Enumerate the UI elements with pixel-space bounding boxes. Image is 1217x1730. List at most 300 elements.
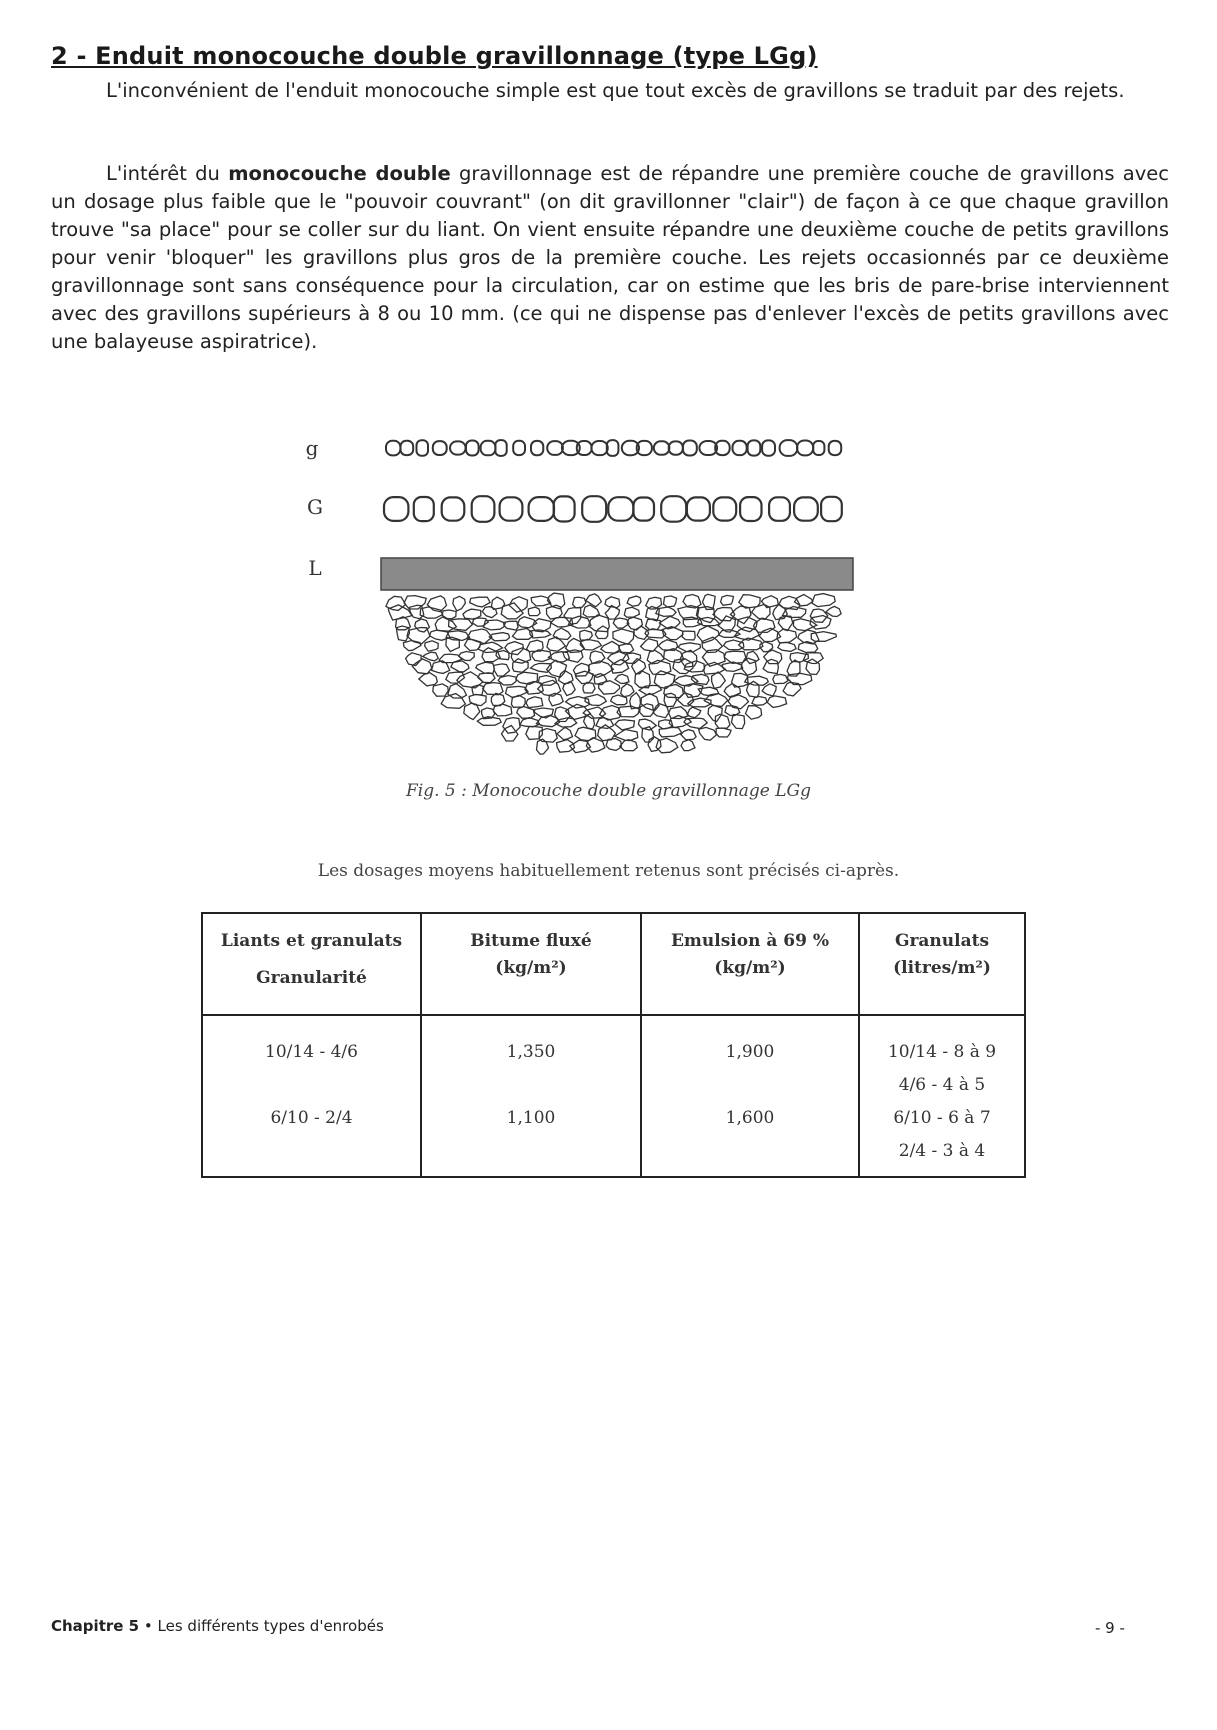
- support-aggregate: [532, 619, 551, 632]
- support-aggregate: [724, 640, 744, 650]
- support-aggregate: [658, 640, 677, 651]
- support-aggregate: [732, 673, 749, 687]
- support-aggregate: [563, 682, 575, 696]
- small-chipping: [829, 441, 842, 455]
- support-aggregate: [473, 618, 489, 626]
- support-aggregate: [548, 593, 565, 609]
- support-aggregate: [430, 630, 450, 640]
- support-aggregate: [669, 707, 689, 719]
- support-aggregate: [627, 617, 642, 630]
- support-aggregate: [388, 605, 412, 620]
- support-aggregate: [583, 682, 595, 693]
- support-aggregate: [798, 630, 819, 644]
- support-aggregate: [538, 676, 556, 686]
- support-aggregate: [645, 629, 666, 638]
- support-aggregate: [654, 671, 675, 689]
- support-aggregate: [566, 697, 590, 709]
- support-aggregate: [627, 596, 641, 606]
- support-aggregate: [583, 707, 605, 718]
- support-aggregate: [787, 660, 800, 676]
- support-aggregate: [439, 654, 462, 663]
- cell-value: 1,900: [725, 1042, 775, 1062]
- small-chipping: [417, 440, 429, 456]
- support-aggregate: [611, 695, 627, 705]
- support-aggregate: [598, 725, 616, 741]
- support-aggregate: [513, 659, 529, 673]
- footer-page-number: - 9 -: [1095, 1619, 1125, 1637]
- support-aggregate: [622, 653, 640, 663]
- support-aggregate: [551, 617, 573, 627]
- support-aggregate: [511, 648, 530, 663]
- support-aggregate: [730, 606, 751, 624]
- support-aggregate: [580, 639, 601, 650]
- paragraph-double-layer: [51, 160, 1169, 356]
- support-aggregate: [432, 661, 450, 674]
- support-aggregate: [566, 638, 585, 652]
- support-aggregate: [659, 720, 673, 729]
- support-aggregate: [681, 730, 696, 740]
- support-aggregate: [566, 704, 591, 719]
- support-aggregate: [482, 607, 497, 618]
- support-aggregate: [563, 650, 583, 662]
- large-chipping: [442, 497, 465, 520]
- support-aggregate: [762, 684, 776, 696]
- support-aggregate: [787, 673, 811, 684]
- support-aggregate: [739, 595, 760, 608]
- small-chipping: [654, 441, 670, 454]
- support-aggregate: [795, 595, 813, 606]
- support-aggregate: [423, 652, 439, 661]
- large-chipping: [554, 496, 575, 521]
- support-aggregate: [448, 684, 467, 698]
- support-aggregate: [759, 628, 780, 641]
- cell-granularite: [202, 1015, 421, 1177]
- support-aggregate: [559, 670, 574, 683]
- small-chipping: [401, 441, 414, 455]
- large-chipping: [740, 497, 761, 521]
- support-aggregate: [605, 597, 620, 608]
- paragraph-drawback: L'inconvénient de l'enduit monocouche simple est que tout excès de gravillons se traduit par des rejets.: [106, 79, 1125, 102]
- table-header-row: [202, 913, 1025, 1015]
- small-chipping: [669, 441, 683, 454]
- support-aggregate: [530, 630, 551, 638]
- support-aggregate: [812, 594, 835, 607]
- support-aggregate: [547, 605, 563, 619]
- support-aggregate: [531, 663, 552, 672]
- support-aggregate: [688, 698, 711, 707]
- support-aggregate: [472, 685, 484, 695]
- support-aggregate: [683, 617, 702, 627]
- support-aggregate: [590, 651, 605, 664]
- support-aggregate: [557, 740, 575, 753]
- support-aggregate: [754, 618, 775, 632]
- support-aggregate: [783, 607, 806, 618]
- support-aggregate: [760, 642, 773, 652]
- support-aggregate: [492, 597, 505, 609]
- support-aggregate: [526, 726, 543, 739]
- label-binder: L: [308, 556, 322, 580]
- support-aggregate: [783, 682, 801, 696]
- header-text: Granulats: [894, 931, 990, 951]
- support-aggregate: [532, 650, 551, 662]
- support-aggregate: [605, 606, 619, 620]
- support-aggregate: [649, 660, 671, 674]
- support-aggregate: [512, 629, 532, 640]
- small-chipping: [481, 441, 496, 456]
- label-small-chippings: g: [305, 436, 319, 460]
- header-emulsion: [641, 913, 859, 1015]
- support-aggregate: [580, 630, 593, 640]
- support-aggregate: [826, 606, 841, 616]
- support-aggregate: [764, 650, 782, 664]
- support-aggregate: [476, 662, 495, 673]
- support-aggregate: [683, 595, 701, 609]
- support-aggregate: [453, 596, 465, 611]
- support-aggregate: [573, 597, 586, 608]
- cell-value: 4/6 - 4 à 5: [898, 1075, 986, 1095]
- header-text: (kg/m²): [714, 958, 786, 978]
- support-aggregate: [547, 637, 566, 651]
- header-text: (kg/m²): [495, 958, 567, 978]
- support-aggregate: [698, 687, 719, 696]
- small-chipping: [562, 441, 580, 455]
- support-aggregate: [747, 681, 760, 697]
- support-aggregate: [446, 637, 459, 651]
- support-aggregate: [798, 642, 817, 653]
- support-aggregate: [425, 641, 439, 651]
- support-aggregate: [746, 706, 762, 720]
- support-aggregate: [702, 637, 722, 652]
- support-aggregate: [386, 596, 406, 610]
- support-aggregate: [557, 727, 572, 739]
- support-aggregate: [704, 662, 726, 674]
- support-aggregate: [613, 618, 629, 628]
- support-aggregate: [684, 684, 703, 698]
- page-title: 2 - Enduit monocouche double gravillonnage (type LGg): [51, 42, 818, 70]
- support-aggregate: [660, 616, 681, 629]
- support-aggregate: [746, 651, 759, 663]
- support-aggregate: [467, 629, 492, 644]
- paragraph-bold-term: monocouche double: [228, 162, 451, 185]
- support-aggregate: [691, 674, 709, 684]
- support-aggregate: [585, 694, 606, 705]
- support-aggregate: [664, 685, 684, 698]
- support-aggregate: [478, 673, 495, 683]
- support-aggregate: [555, 707, 570, 722]
- support-aggregate: [646, 597, 662, 609]
- support-aggregate: [549, 693, 563, 706]
- support-aggregate: [678, 643, 700, 652]
- support-aggregate: [719, 630, 741, 638]
- large-chipping: [821, 497, 842, 521]
- footer-chapter: [51, 1617, 384, 1635]
- support-aggregate: [642, 727, 654, 743]
- support-aggregate: [762, 596, 779, 608]
- support-aggregate: [493, 704, 511, 716]
- small-chipping: [531, 441, 543, 455]
- support-aggregate: [721, 595, 734, 605]
- cell-granulats: [859, 1015, 1025, 1177]
- support-aggregate: [731, 715, 744, 729]
- cell-value: 1,600: [725, 1108, 775, 1128]
- large-chipping: [794, 497, 818, 520]
- support-aggregate: [662, 627, 683, 640]
- support-aggregate: [511, 695, 525, 707]
- small-chipping: [591, 441, 607, 455]
- support-aggregate: [712, 672, 726, 689]
- support-aggregate: [653, 704, 669, 718]
- support-aggregate: [446, 672, 465, 683]
- label-large-chippings: G: [307, 495, 323, 519]
- header-liants-granulats: [202, 913, 421, 1015]
- support-aggregate: [517, 707, 535, 719]
- footer-chapter-title: Les différents types d'enrobés: [157, 1617, 384, 1635]
- support-aggregate: [518, 617, 537, 628]
- support-aggregate: [640, 704, 654, 717]
- support-aggregate: [606, 739, 621, 751]
- large-chipping: [582, 496, 606, 522]
- small-chipping: [386, 441, 400, 456]
- support-aggregate: [715, 714, 730, 728]
- support-aggregate: [725, 706, 740, 716]
- support-aggregate: [646, 607, 660, 621]
- support-aggregate: [728, 695, 748, 709]
- support-aggregate: [713, 608, 735, 621]
- support-aggregate: [704, 694, 727, 707]
- cell-value: 10/14 - 4/6: [265, 1042, 358, 1062]
- support-aggregate: [767, 696, 786, 708]
- small-chipping: [433, 441, 447, 455]
- support-aggregate: [583, 605, 600, 617]
- support-aggregate: [575, 671, 593, 683]
- support-aggregate: [682, 631, 695, 640]
- support-aggregate: [555, 718, 577, 727]
- support-aggregate: [509, 597, 527, 613]
- support-aggregate: [724, 684, 740, 697]
- support-aggregate: [459, 652, 475, 661]
- support-aggregate: [600, 706, 621, 721]
- support-aggregate: [406, 653, 422, 666]
- support-aggregate: [548, 652, 569, 662]
- support-aggregate: [741, 658, 756, 675]
- support-aggregate: [498, 676, 516, 686]
- large-chipping: [769, 497, 790, 521]
- support-aggregate: [441, 694, 465, 709]
- small-chipping: [683, 441, 697, 456]
- support-aggregate: [615, 674, 629, 683]
- small-chipping: [748, 440, 761, 455]
- support-aggregate: [539, 729, 557, 743]
- support-aggregate: [778, 642, 796, 651]
- cell-value: 10/14 - 8 à 9: [887, 1042, 997, 1062]
- support-aggregate: [703, 594, 716, 609]
- support-aggregate: [599, 681, 620, 695]
- support-aggregate: [538, 680, 561, 696]
- support-aggregate: [573, 663, 589, 676]
- support-aggregate: [624, 607, 639, 617]
- support-aggregate: [698, 617, 720, 625]
- support-aggregate: [669, 716, 691, 728]
- small-chipping: [577, 441, 592, 455]
- support-aggregate: [620, 740, 638, 751]
- header-bitume: [421, 913, 641, 1015]
- support-aggregate: [681, 740, 695, 751]
- support-aggregate: [407, 628, 430, 644]
- small-chippings-row: [386, 440, 841, 456]
- support-aggregate: [470, 597, 490, 607]
- support-aggregate: [547, 660, 567, 677]
- large-chipping: [634, 498, 655, 521]
- support-aggregate: [724, 651, 746, 663]
- header-text: Liants et granulats: [220, 931, 403, 951]
- large-chipping: [687, 497, 710, 520]
- support-aggregate: [564, 608, 581, 625]
- support-aggregate: [677, 693, 693, 706]
- support-aggregate: [803, 653, 823, 664]
- small-chipping: [637, 441, 652, 455]
- support-aggregate: [404, 596, 426, 609]
- cell-value: 6/10 - 2/4: [270, 1108, 353, 1128]
- layer-diagram: [0, 0, 1217, 820]
- support-aggregate: [588, 661, 613, 678]
- header-granulats: [859, 913, 1025, 1015]
- support-aggregate: [656, 738, 678, 753]
- support-aggregate: [427, 596, 446, 612]
- support-aggregate: [793, 619, 816, 631]
- support-aggregate: [656, 607, 676, 616]
- support-aggregate: [482, 708, 495, 719]
- support-aggregate: [778, 616, 792, 631]
- header-text: Granularité: [256, 968, 367, 988]
- support-aggregate: [619, 644, 634, 653]
- support-aggregate: [664, 649, 684, 663]
- support-aggregate: [737, 617, 757, 632]
- support-aggregate: [446, 631, 470, 641]
- support-aggregate: [396, 617, 411, 630]
- support-aggregate: [586, 594, 602, 607]
- support-aggregate: [673, 659, 693, 674]
- paragraph-text-rest: gravillonnage est de répandre une première couche de gravillons avec un dosage plus faible que le "pouvoir couvrant" (on dit gravillonner "clair") de façon à ce que chaque gravillon trouve "sa place" pour se coller sur du liant. On vient ensuite répandre une deuxième couche de petits gravillons pour venir 'bloquer" les gravillons plus gros de la première couche. Les rejets occasionnés par ce deuxième gravillonnage sont sans conséquence pour la circulation, car on estime que les bris de pare-brise interviennent avec des gravillons supérieurs à 8 ou 10 mm. (ce qui ne dispense pas d'enlever l'excès de petits gravillons avec une balayeuse aspiratrice).: [51, 162, 1169, 353]
- cell-value: 6/10 - 6 à 7: [893, 1108, 991, 1128]
- support-aggregate: [664, 693, 676, 707]
- support-aggregate: [412, 659, 431, 674]
- support-aggregate: [526, 697, 543, 708]
- small-chipping: [699, 441, 717, 455]
- support-aggregate: [410, 605, 424, 618]
- figure-caption: Fig. 5 : Monocouche double gravillonnage LGg: [405, 781, 811, 801]
- support-aggregate: [611, 660, 629, 674]
- support-aggregate: [396, 626, 409, 641]
- support-aggregate: [594, 674, 606, 685]
- small-chipping: [797, 441, 813, 456]
- support-aggregate: [613, 629, 634, 644]
- large-chipping: [661, 496, 686, 522]
- support-aggregate: [617, 706, 639, 717]
- support-aggregate: [449, 619, 473, 631]
- large-chipping: [608, 497, 633, 521]
- support-aggregate: [608, 652, 629, 665]
- support-aggregate: [484, 620, 506, 630]
- support-aggregate: [505, 642, 524, 655]
- support-aggregate: [810, 609, 828, 622]
- support-aggregate: [531, 596, 551, 606]
- support-aggregate: [502, 726, 518, 742]
- support-aggregate: [632, 659, 646, 674]
- support-aggregate: [419, 673, 438, 686]
- support-aggregate: [722, 662, 742, 671]
- support-aggregate: [615, 720, 634, 730]
- small-chipping: [547, 441, 563, 455]
- support-aggregate: [763, 659, 778, 673]
- support-aggregate: [520, 718, 540, 727]
- support-aggregate: [687, 707, 701, 718]
- support-aggregate: [634, 626, 649, 639]
- support-aggregate: [553, 628, 571, 639]
- small-chipping: [762, 440, 775, 455]
- paragraph-text-start: L'intérêt du: [106, 162, 229, 185]
- support-aggregate: [584, 714, 595, 729]
- header-text: (litres/m²): [893, 958, 991, 978]
- support-aggregate: [752, 604, 770, 619]
- support-aggregate: [403, 641, 421, 651]
- support-aggregate: [506, 686, 529, 697]
- support-aggregate: [595, 626, 608, 639]
- support-aggregate: [615, 730, 638, 741]
- support-aggregate: [696, 607, 715, 623]
- support-aggregate: [790, 653, 808, 662]
- cell-bitume: [421, 1015, 641, 1177]
- small-chipping: [466, 441, 479, 456]
- large-chipping: [414, 497, 434, 521]
- support-aggregate: [504, 621, 519, 630]
- support-aggregate: [674, 676, 698, 687]
- large-chipping: [472, 496, 495, 522]
- support-aggregate: [433, 684, 448, 696]
- support-aggregate: [777, 629, 797, 643]
- support-aggregate: [739, 638, 763, 650]
- support-aggregate: [641, 639, 658, 652]
- support-aggregate: [638, 719, 656, 730]
- support-aggregate: [678, 606, 699, 620]
- support-aggregate: [647, 650, 664, 664]
- support-aggregate: [494, 664, 510, 676]
- cell-value: 2/4 - 3 à 4: [898, 1141, 986, 1161]
- support-aggregate: [635, 671, 650, 688]
- support-aggregate: [639, 685, 661, 694]
- support-aggregate: [684, 718, 707, 728]
- support-aggregate: [415, 619, 430, 632]
- small-chipping: [450, 441, 466, 454]
- support-aggregate: [469, 694, 486, 705]
- support-aggregate: [570, 740, 591, 753]
- small-chipping: [622, 441, 639, 455]
- support-aggregate: [699, 727, 717, 740]
- small-chipping: [733, 441, 747, 455]
- large-chippings-row: [384, 496, 842, 522]
- support-aggregate: [525, 682, 543, 695]
- support-aggregate: [684, 661, 704, 672]
- support-aggregate: [810, 616, 831, 630]
- support-aggregate: [716, 728, 731, 737]
- small-chipping: [513, 441, 525, 455]
- cell-value: 1,350: [506, 1042, 556, 1062]
- support-aggregate: [457, 672, 483, 688]
- support-aggregate: [621, 684, 634, 697]
- dosage-table: [201, 912, 1026, 1178]
- support-aggregate: [569, 616, 591, 628]
- support-aggregate: [489, 633, 509, 641]
- support-aggregate: [779, 596, 800, 609]
